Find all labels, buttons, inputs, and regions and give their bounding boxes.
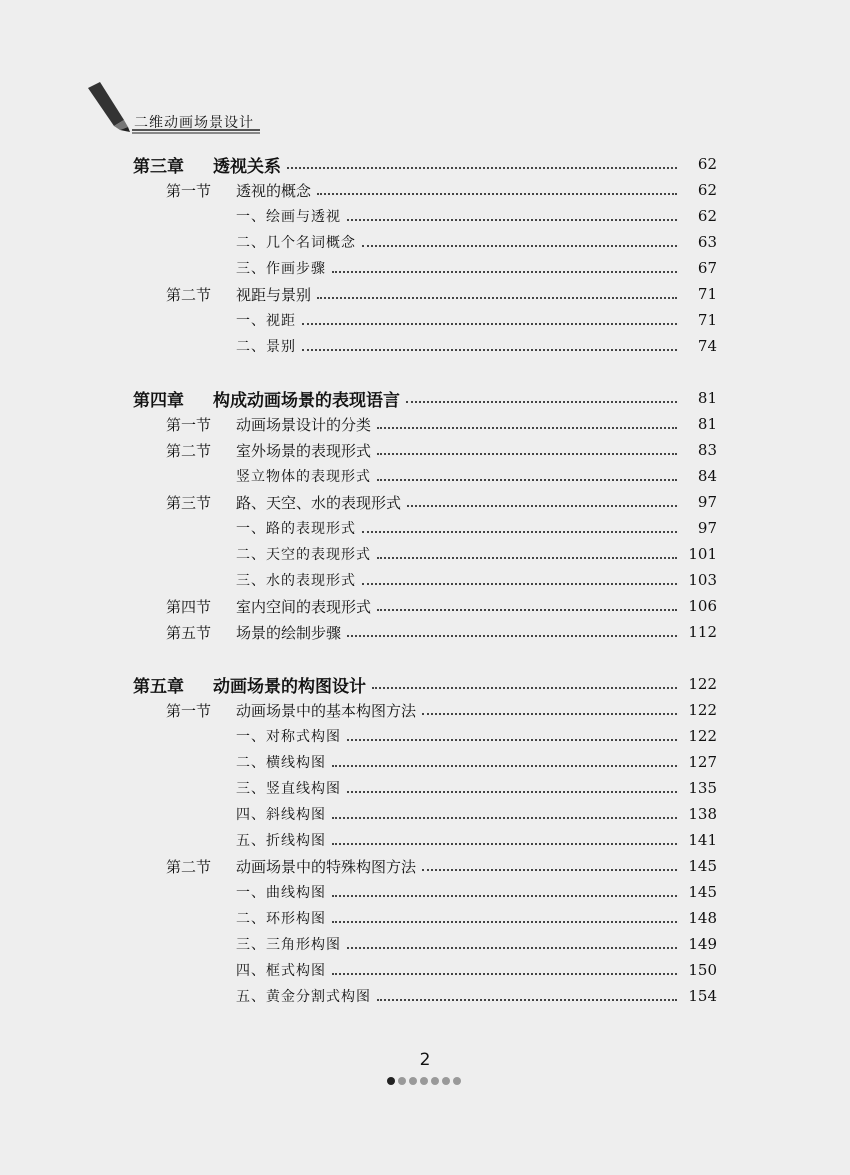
- entry-label: [0, 492, 401, 513]
- entry-label: [0, 180, 311, 201]
- leader-dots: [377, 427, 677, 429]
- section-title: 室外场景的表现形式: [236, 441, 372, 460]
- page-ref: 63: [697, 233, 717, 251]
- sub-entry: [0, 204, 850, 228]
- entry-label: [0, 544, 371, 564]
- leader-dots: [317, 193, 677, 195]
- leader-dots: [347, 947, 677, 949]
- page-ref: 141: [688, 831, 717, 849]
- decor-dot: [398, 1077, 406, 1085]
- entry-label: [0, 284, 311, 305]
- leader-dots: [332, 895, 677, 897]
- entry-label: [0, 386, 400, 411]
- section-entry: [0, 282, 850, 306]
- entry-label: [0, 778, 341, 798]
- decor-dot: [409, 1077, 417, 1085]
- entry-label: [0, 310, 296, 330]
- page-ref: 103: [688, 571, 717, 589]
- decor-dot: [420, 1077, 428, 1085]
- page-ref: 138: [688, 805, 717, 823]
- section-entry: [0, 620, 850, 644]
- page-ref: 74: [697, 337, 717, 355]
- chapter-entry: [0, 672, 850, 696]
- sub-title: 三、水的表现形式: [236, 573, 356, 589]
- sub-entry: [0, 880, 850, 904]
- section-entry: [0, 412, 850, 436]
- section-entry: [0, 854, 850, 878]
- sub-entry: [0, 230, 850, 254]
- section-entry: [0, 438, 850, 462]
- sub-entry: [0, 750, 850, 774]
- entry-label: [0, 882, 326, 902]
- entry-label: [0, 152, 281, 177]
- sub-entry: [0, 906, 850, 930]
- section-entry: [0, 490, 850, 514]
- sub-entry: [0, 932, 850, 956]
- page-ref: 148: [688, 909, 717, 927]
- chapter-entry: [0, 386, 850, 410]
- page-ref: 71: [697, 285, 717, 303]
- entry-label: [0, 206, 341, 226]
- sub-entry: [0, 464, 850, 488]
- sub-title: 二、天空的表现形式: [236, 547, 371, 563]
- leader-dots: [332, 271, 677, 273]
- leader-dots: [302, 323, 677, 325]
- sub-title: 一、曲线构图: [236, 885, 326, 901]
- entry-label: [0, 440, 371, 461]
- leader-dots: [377, 557, 677, 559]
- entry-label: [0, 934, 341, 954]
- chapter-title: 构成动画场景的表现语言: [213, 390, 400, 411]
- page-ref: 62: [697, 181, 717, 199]
- sub-title: 三、三角形构图: [236, 937, 341, 953]
- chapter-number: 第三章: [133, 156, 184, 177]
- leader-dots: [377, 479, 677, 481]
- section-number: 第二节: [166, 285, 212, 304]
- section-number: 第四节: [166, 597, 212, 616]
- decor-dot: [453, 1077, 461, 1085]
- leader-dots: [362, 531, 677, 533]
- page-ref: 106: [688, 597, 717, 615]
- sub-entry: [0, 984, 850, 1008]
- leader-dots: [287, 167, 677, 169]
- entry-label: [0, 232, 356, 252]
- page-ref: 62: [697, 207, 717, 225]
- sub-entry: [0, 334, 850, 358]
- decor-dot: [431, 1077, 439, 1085]
- page-ref: 122: [688, 675, 717, 693]
- leader-dots: [362, 583, 677, 585]
- page-ref: 145: [688, 857, 717, 875]
- leader-dots: [377, 609, 677, 611]
- sub-title: 二、景别: [236, 339, 296, 355]
- entry-label: [0, 336, 296, 356]
- leader-dots: [332, 765, 677, 767]
- decor-dot: [442, 1077, 450, 1085]
- entry-label: [0, 466, 371, 486]
- chapter-title: 透视关系: [213, 156, 281, 177]
- sub-title: 二、横线构图: [236, 755, 326, 771]
- sub-title: 二、环形构图: [236, 911, 326, 927]
- sub-entry: [0, 724, 850, 748]
- page-ref: 83: [697, 441, 717, 459]
- section-number: 第一节: [166, 701, 212, 720]
- page-ref: 101: [688, 545, 717, 563]
- entry-label: [0, 986, 371, 1006]
- leader-dots: [377, 999, 677, 1001]
- page-ref: 97: [697, 493, 717, 511]
- entry-label: [0, 258, 326, 278]
- section-entry: [0, 594, 850, 618]
- sub-title: 三、作画步骤: [236, 261, 326, 277]
- entry-label: [0, 596, 371, 617]
- page-ref: 145: [688, 883, 717, 901]
- leader-dots: [332, 973, 677, 975]
- page-dots-decoration: [387, 1077, 461, 1085]
- leader-dots: [317, 297, 677, 299]
- decor-dot: [387, 1077, 395, 1085]
- sub-title: 一、对称式构图: [236, 729, 341, 745]
- sub-title: 二、几个名词概念: [236, 235, 356, 251]
- page-ref: 154: [688, 987, 717, 1005]
- section-number: 第二节: [166, 441, 212, 460]
- sub-title: 四、斜线构图: [236, 807, 326, 823]
- sub-title: 一、绘画与透视: [236, 209, 341, 225]
- leader-dots: [407, 505, 677, 507]
- entry-label: [0, 672, 366, 697]
- chapter-number: 第四章: [133, 390, 184, 411]
- page-ref: 149: [688, 935, 717, 953]
- page-ref: 81: [697, 389, 717, 407]
- page-ref: 81: [697, 415, 717, 433]
- section-title: 动画场景设计的分类: [236, 415, 372, 434]
- book-title: 二维动画场景设计: [134, 115, 254, 131]
- page-ref: 122: [688, 701, 717, 719]
- sub-title: 一、路的表现形式: [236, 521, 356, 537]
- section-title: 动画场景中的特殊构图方法: [236, 857, 417, 876]
- section-title: 路、天空、水的表现形式: [236, 493, 402, 512]
- sub-title: 五、折线构图: [236, 833, 326, 849]
- leader-dots: [332, 921, 677, 923]
- entry-label: [0, 804, 326, 824]
- sub-entry: [0, 802, 850, 826]
- section-number: 第一节: [166, 181, 212, 200]
- entry-label: [0, 518, 356, 538]
- sub-title: 竖立物体的表现形式: [236, 469, 371, 485]
- leader-dots: [422, 713, 677, 715]
- entry-label: [0, 752, 326, 772]
- leader-dots: [347, 739, 677, 741]
- leader-dots: [347, 791, 677, 793]
- section-entry: [0, 178, 850, 202]
- leader-dots: [362, 245, 677, 247]
- sub-entry: [0, 568, 850, 592]
- leader-dots: [377, 453, 677, 455]
- entry-label: [0, 960, 326, 980]
- section-title: 动画场景中的基本构图方法: [236, 701, 417, 720]
- leader-dots: [347, 635, 677, 637]
- running-header: [84, 80, 274, 136]
- sub-entry: [0, 542, 850, 566]
- entry-label: [0, 700, 416, 721]
- page-ref: 150: [688, 961, 717, 979]
- sub-entry: [0, 828, 850, 852]
- sub-entry: [0, 516, 850, 540]
- leader-dots: [332, 843, 677, 845]
- sub-title: 一、视距: [236, 313, 296, 329]
- sub-title: 五、黄金分割式构图: [236, 989, 371, 1005]
- sub-entry: [0, 776, 850, 800]
- sub-entry: [0, 958, 850, 982]
- section-title: 场景的绘制步骤: [236, 623, 342, 642]
- entry-label: [0, 414, 371, 435]
- leader-dots: [372, 687, 677, 689]
- sub-entry: [0, 256, 850, 280]
- leader-dots: [332, 817, 677, 819]
- page-number: 2: [419, 1050, 431, 1070]
- section-title: 视距与景别: [236, 285, 312, 304]
- entry-label: [0, 908, 326, 928]
- chapter-number: 第五章: [133, 676, 184, 697]
- page-ref: 112: [688, 623, 717, 641]
- page-ref: 84: [697, 467, 717, 485]
- leader-dots: [422, 869, 677, 871]
- page-ref: 127: [688, 753, 717, 771]
- section-number: 第三节: [166, 493, 212, 512]
- page-ref: 122: [688, 727, 717, 745]
- page-ref: 135: [688, 779, 717, 797]
- leader-dots: [302, 349, 677, 351]
- section-title: 室内空间的表现形式: [236, 597, 372, 616]
- section-number: 第五节: [166, 623, 212, 642]
- page-ref: 62: [697, 155, 717, 173]
- leader-dots: [347, 219, 677, 221]
- leader-dots: [406, 401, 677, 403]
- section-entry: [0, 698, 850, 722]
- page-ref: 67: [697, 259, 717, 277]
- chapter-title: 动画场景的构图设计: [213, 676, 366, 697]
- sub-title: 四、框式构图: [236, 963, 326, 979]
- section-number: 第一节: [166, 415, 212, 434]
- entry-label: [0, 570, 356, 590]
- entry-label: [0, 622, 341, 643]
- entry-label: [0, 726, 341, 746]
- chapter-entry: [0, 152, 850, 176]
- page-ref: 71: [697, 311, 717, 329]
- entry-label: [0, 830, 326, 850]
- entry-label: [0, 856, 416, 877]
- section-title: 透视的概念: [236, 181, 312, 200]
- sub-entry: [0, 308, 850, 332]
- page-ref: 97: [697, 519, 717, 537]
- section-number: 第二节: [166, 857, 212, 876]
- sub-title: 三、竖直线构图: [236, 781, 341, 797]
